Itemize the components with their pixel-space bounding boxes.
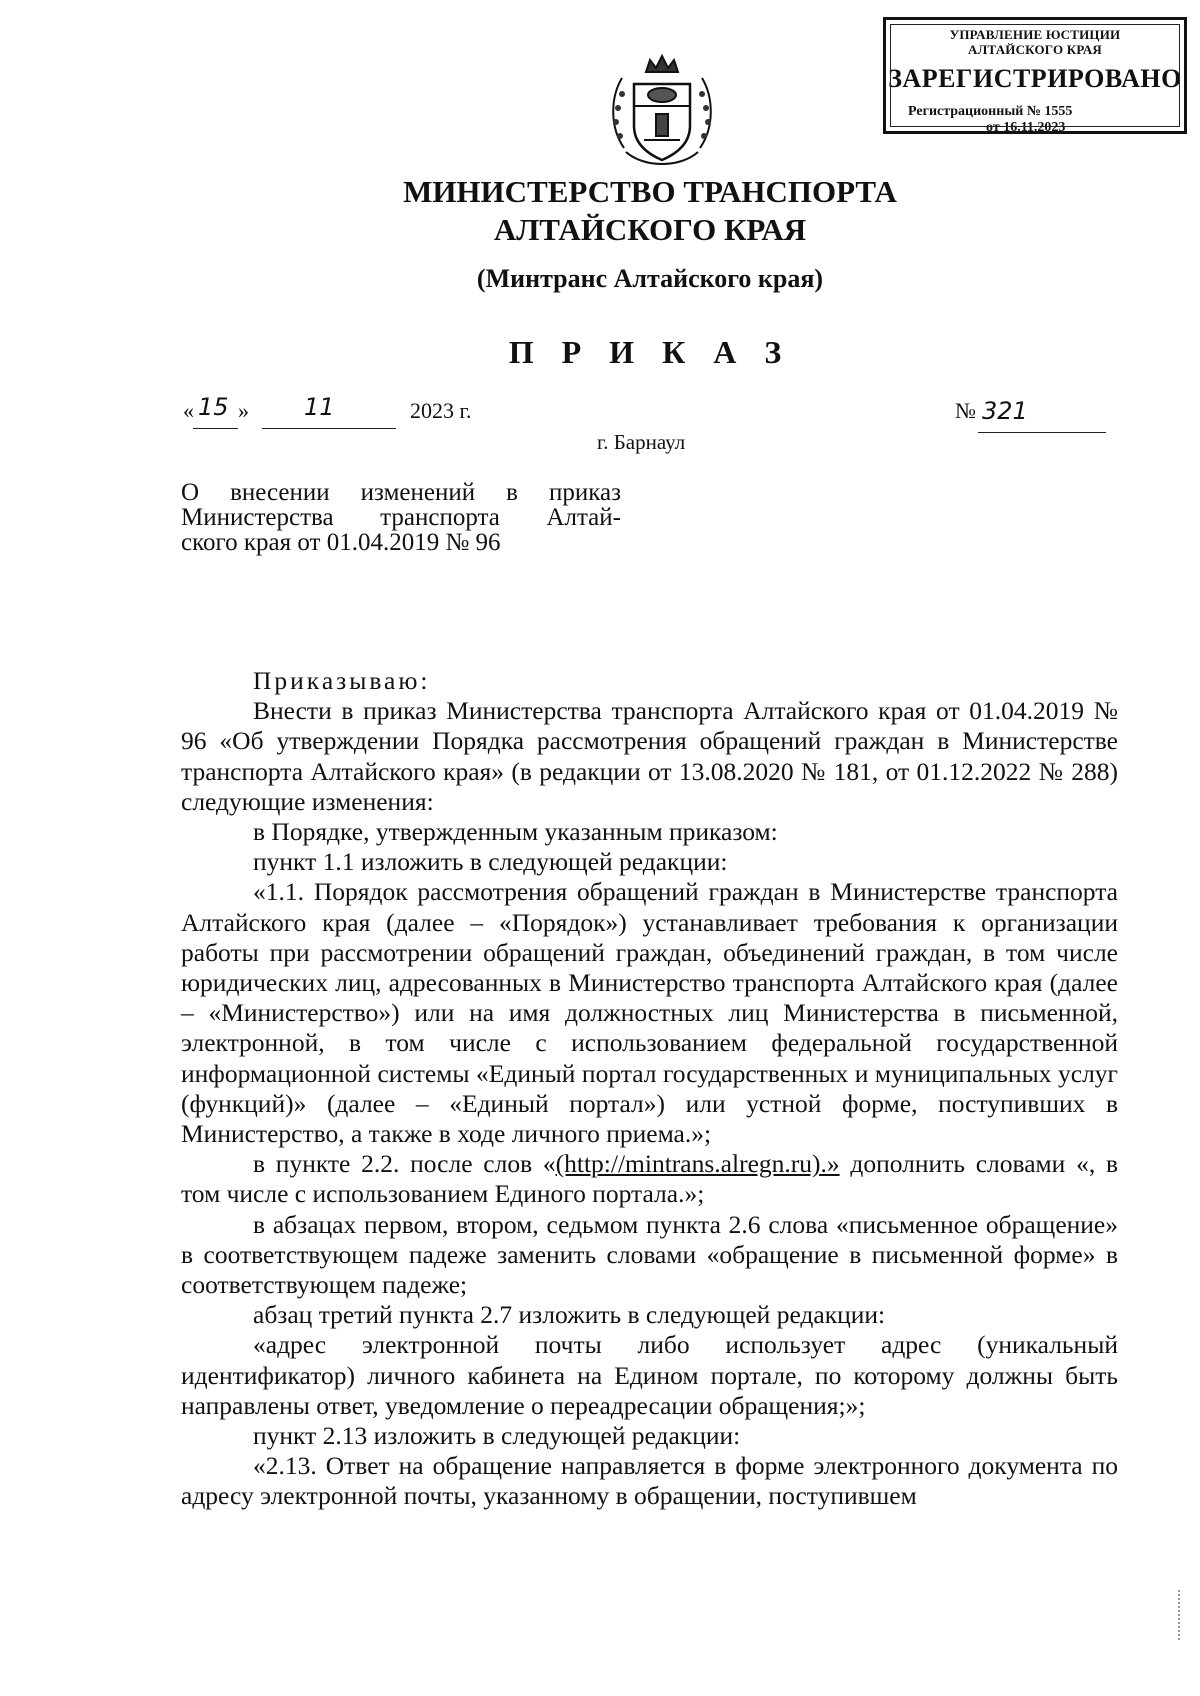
order-year: 2023 г.: [410, 398, 472, 423]
p22-after: дополнить словами «, в том числе с использованием Единого портала.»;: [181, 1149, 1119, 1209]
date-quote-open: «: [183, 398, 194, 423]
subject-line: Министерства транспорта Алтай-: [181, 504, 621, 531]
document-type: П Р И К А З: [508, 334, 792, 370]
stamp-reg-date: от 16.11.2023: [986, 120, 1066, 135]
date-quote-close: »: [238, 398, 249, 423]
order-day: 15: [198, 393, 229, 421]
order-number: 321: [982, 397, 1028, 425]
p22-before: в пункте 2.2. после слов «: [253, 1149, 556, 1179]
registration-stamp: [883, 17, 1187, 134]
order-subject: [181, 480, 621, 555]
stamp-department-line2: АЛТАЙСКОГО КРАЯ: [968, 42, 1102, 57]
day-underline: [193, 428, 238, 429]
scan-edge-mark: [1178, 1590, 1182, 1640]
stamp-reg-number: Регистрационный № 1555: [908, 104, 1073, 119]
month-underline: [262, 428, 396, 429]
order-body: [181, 666, 1118, 1512]
website-link[interactable]: (http://mintrans.alregn.ru).»: [555, 1149, 840, 1179]
body-paragraph: «адрес электронной почты либо использует адрес (уникальный идентификатор) личного кабинета на Едином портале, по которому должны быть направлены ответ, уведомление о переадресации обращения;»;: [181, 1330, 1118, 1420]
body-paragraph: в Порядке, утвержденным указанным приказом:: [253, 817, 778, 847]
stamp-department-line1: УПРАВЛЕНИЕ ЮСТИЦИИ: [949, 27, 1121, 42]
stamp-department: [886, 27, 1184, 57]
subject-line: О внесении изменений в приказ: [181, 479, 621, 506]
order-number-label: №: [955, 398, 976, 423]
ministry-name-line2: АЛТАЙСКОГО КРАЯ: [493, 212, 807, 247]
body-paragraph: «2.13. Ответ на обращение направляется в форме электронного документа по адресу электронной почты, указанному в обращении, поступившем: [181, 1451, 1118, 1511]
stamp-status: ЗАРЕГИСТРИРОВАНО: [888, 64, 1182, 93]
order-month: 11: [304, 393, 335, 421]
body-paragraph: Внести в приказ Министерства транспорта Алтайского края от 01.04.2019 № 96 «Об утверждении Порядка рассмотрения обращений граждан в Министерстве транспорта Алтайского края» (в редакции от 13.08.2020 № 181, от 01.12.2022 № 288) следующие изменения:: [181, 696, 1118, 816]
ministry-name-line1: МИНИСТЕРСТВО ТРАНСПОРТА: [403, 174, 897, 209]
body-paragraph: абзац третий пункта 2.7 изложить в следующей редакции:: [253, 1300, 886, 1330]
number-underline: [978, 432, 1106, 433]
subject-line: ского края от 01.04.2019 № 96: [181, 529, 501, 556]
coat-of-arms-icon: [604, 48, 720, 180]
body-paragraph: «1.1. Порядок рассмотрения обращений граждан в Министерстве транспорта Алтайского края (далее – «Порядок») устанавливает требования к организации работы при рассмотрении обращений граждан, объединений граждан, в том числе юридических лиц, адресованных в Министерство транспорта Алтайского края (далее – «Министерство») или на имя должностных лиц Министерства в письменной, электронной, в том числе с использованием федеральной государственной информационной системы «Единый портал государственных и муниципальных услуг (функций)» (далее – «Единый портал») или устной форме, поступивших в Министерство, а также в ходе личного приема.»;: [181, 877, 1118, 1149]
body-paragraph-2-2: [181, 1149, 1118, 1209]
body-paragraph: в абзацах первом, втором, седьмом пункта 2.6 слова «письменное обращение» в соответствующем падеже заменить словами «обращение в письменной форме» в соответствующем падеже;: [181, 1209, 1118, 1300]
orders-heading: Приказываю:: [253, 666, 431, 695]
body-paragraph: пункт 2.13 изложить в следующей редакции:: [253, 1421, 741, 1451]
city: г. Барнаул: [597, 430, 686, 454]
body-paragraph: пункт 1.1 изложить в следующей редакции:: [253, 847, 728, 877]
ministry-short-name: (Минтранс Алтайского края): [476, 264, 824, 293]
